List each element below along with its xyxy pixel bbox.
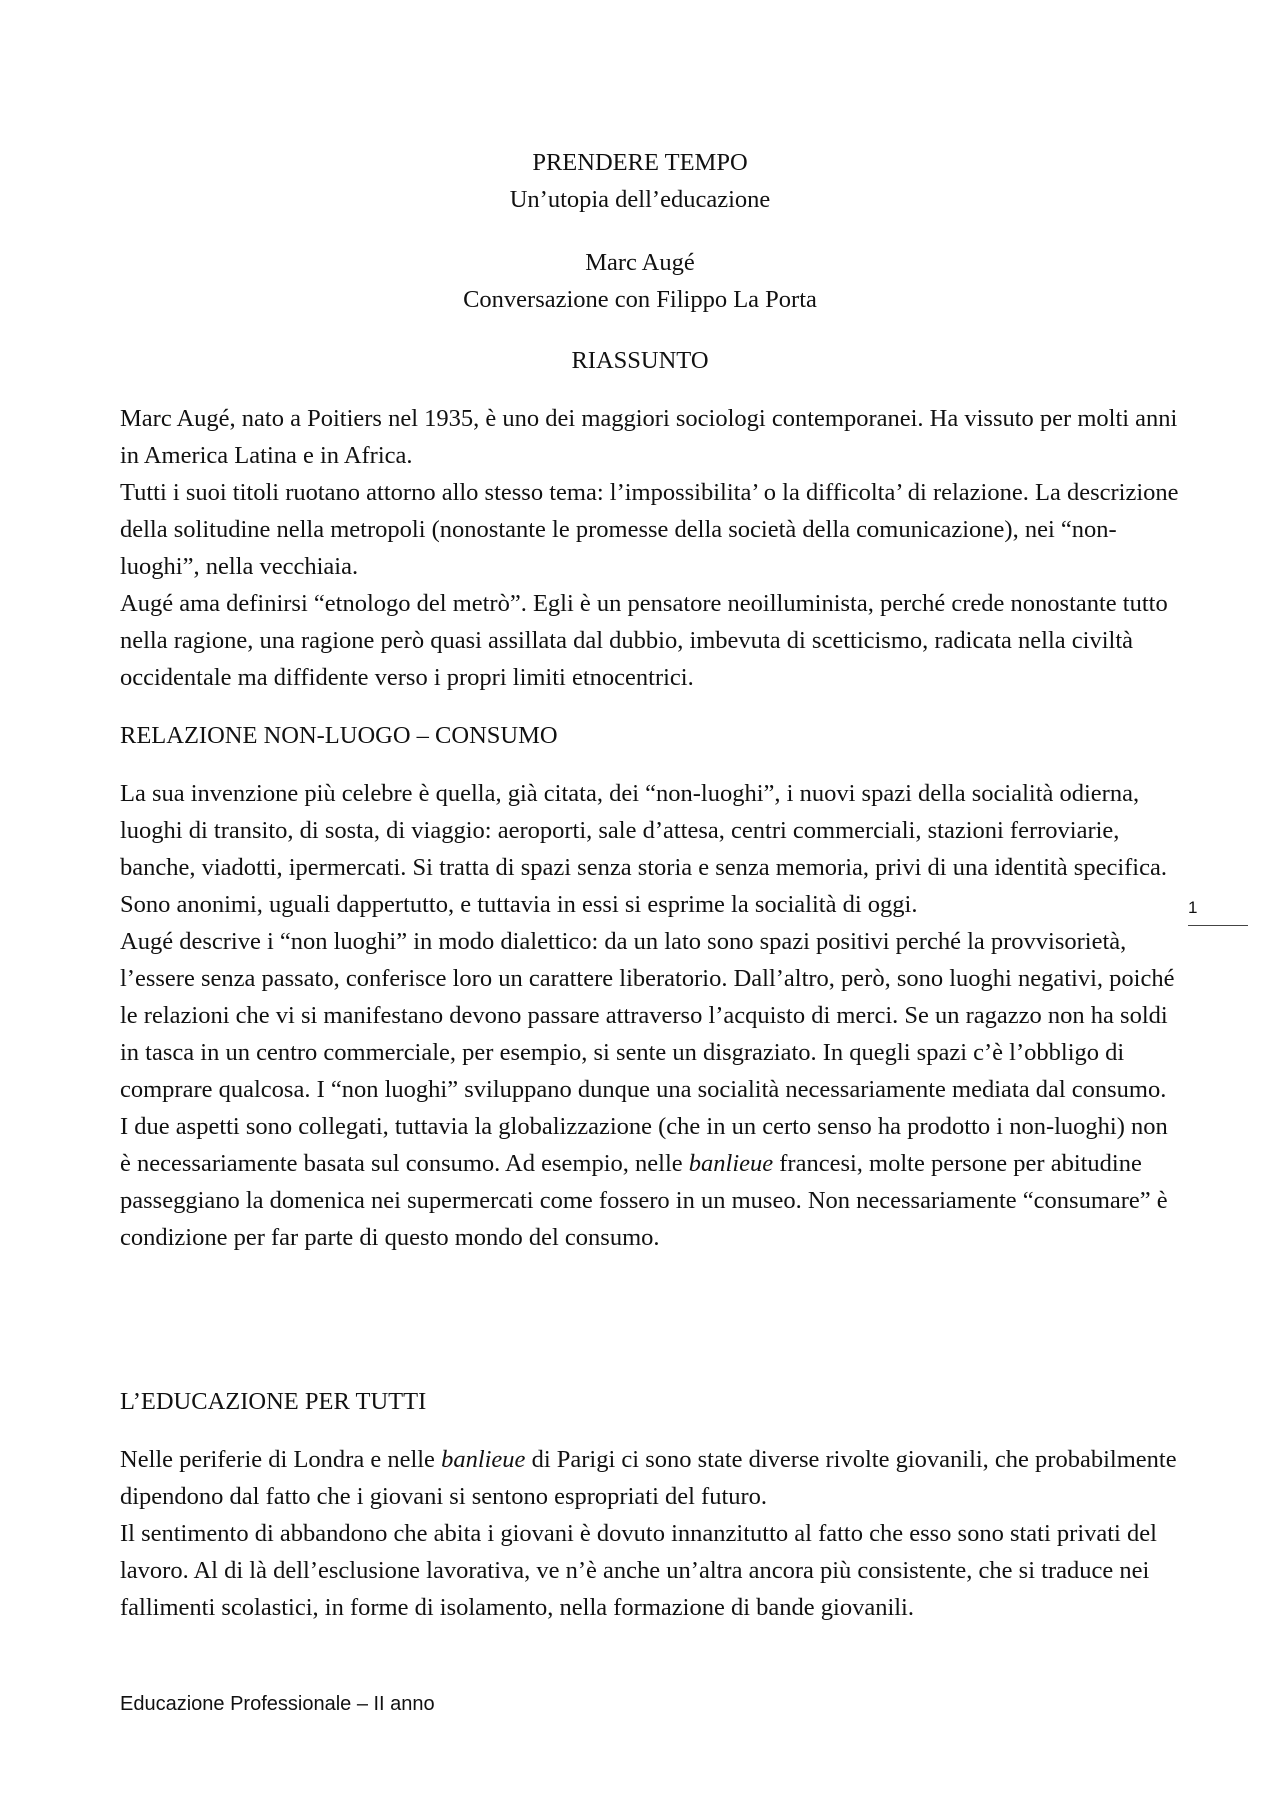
title-group bbox=[120, 144, 1160, 218]
page-footer: Educazione Professionale – II anno bbox=[120, 1693, 435, 1715]
paragraph bbox=[120, 1441, 1180, 1515]
section-heading-relazione: RELAZIONE NON-LUOGO – CONSUMO bbox=[120, 722, 558, 749]
educazione-text bbox=[120, 1441, 1180, 1626]
page-number-rule bbox=[1188, 925, 1248, 926]
paragraph: Tutti i suoi titoli ruotano attorno allo stesso tema: l’impossibilita’ o la difficolta’ di relazione. La descrizione della solitudine nella metropoli (nonostante le promesse della società della comunicazione), nei “non-luoghi”, nella vecchiaia. bbox=[120, 479, 1179, 580]
italic-term: banlieue bbox=[441, 1446, 526, 1473]
paragraph: Marc Augé, nato a Poitiers nel 1935, è uno dei maggiori sociologi contemporanei. Ha vissuto per molti anni in America Latina e in Africa. bbox=[120, 405, 1178, 469]
italic-term: banlieue bbox=[688, 1150, 774, 1177]
text-run: I due aspetti sono collegati, tuttavia la globalizzazione (che in un certo senso ha prodotto i non-luoghi) non è necessariamente basata sul consumo. Ad esempio, nelle bbox=[120, 1113, 1168, 1177]
section-heading-educazione: L’EDUCAZIONE PER TUTTI bbox=[120, 1388, 427, 1415]
document-subtitle: Un’utopia dell’educazione bbox=[509, 186, 771, 213]
paragraph: La sua invenzione più celebre è quella, già citata, dei “non-luoghi”, i nuovi spazi della socialità odierna, luoghi di transito, di sosta, di viaggio: aeroporti, sale d’attesa, centri commerciali, stazioni ferroviarie, banche, viadotti, ipermercati. Si tratta di spazi senza storia e senza memoria, privi di una identità specifica. Sono anonimi, uguali dappertutto, e tuttavia in essi si esprime la socialità di oggi. bbox=[120, 780, 1167, 918]
paragraph: Augé descrive i “non luoghi” in modo dialettico: da un lato sono spazi positivi perché la provvisorietà, l’essere senza passato, conferisce loro un carattere liberatorio. Dall’altro, però, sono luoghi negativi, poiché le relazioni che vi si manifestano devono passare attraverso l’acquisto di merci. Se un ragazzo non ha soldi in tasca in un centro commerciale, per esempio, si sente un disgraziato. In quegli spazi c’è l’obbligo di comprare qualcosa. I “non luoghi” sviluppano dunque una socialità necessariamente mediata dal consumo. bbox=[120, 928, 1175, 1103]
document-title: PRENDERE TEMPO bbox=[532, 149, 748, 176]
paragraph: Il sentimento di abbandono che abita i giovani è dovuto innanzitutto al fatto che esso sono stati privati del lavoro. Al di là dell’esclusione lavorativa, ve n’è anche un’altra ancora più consistente, che si traduce nei fallimenti scolastici, in forme di isolamento, nella formazione di bande giovanili. bbox=[120, 1520, 1157, 1621]
author-group bbox=[120, 244, 1160, 318]
riassunto-text bbox=[120, 400, 1180, 696]
conversation-line: Conversazione con Filippo La Porta bbox=[463, 286, 817, 313]
paragraph: Augé ama definirsi “etnologo del metrò”. Egli è un pensatore neoilluminista, perché crede nonostante tutto nella ragione, una ragione però quasi assillata dal dubbio, imbevuta di scetticismo, radicata nella civiltà occidentale ma diffidente verso i propri limiti etnocentrici. bbox=[120, 590, 1168, 691]
author-name: Marc Augé bbox=[585, 249, 695, 276]
paragraph bbox=[120, 1108, 1180, 1256]
text-run: Nelle periferie di Londra e nelle bbox=[120, 1446, 442, 1473]
page-number: 1 bbox=[1188, 898, 1198, 917]
text-run: francesi, molte persone per abitudine passeggiano la domenica nei supermercati come fossero in un museo. Non necessariamente “consumare” è condizione per far parte di questo mondo del consumo. bbox=[120, 1150, 1168, 1251]
text-run: di Parigi ci sono state diverse rivolte giovanili, che probabilmente dipendono dal fatto che i giovani si sentono espropriati del futuro. bbox=[120, 1446, 1177, 1510]
relazione-text bbox=[120, 775, 1180, 1256]
section-title-riassunto: RIASSUNTO bbox=[571, 347, 709, 374]
